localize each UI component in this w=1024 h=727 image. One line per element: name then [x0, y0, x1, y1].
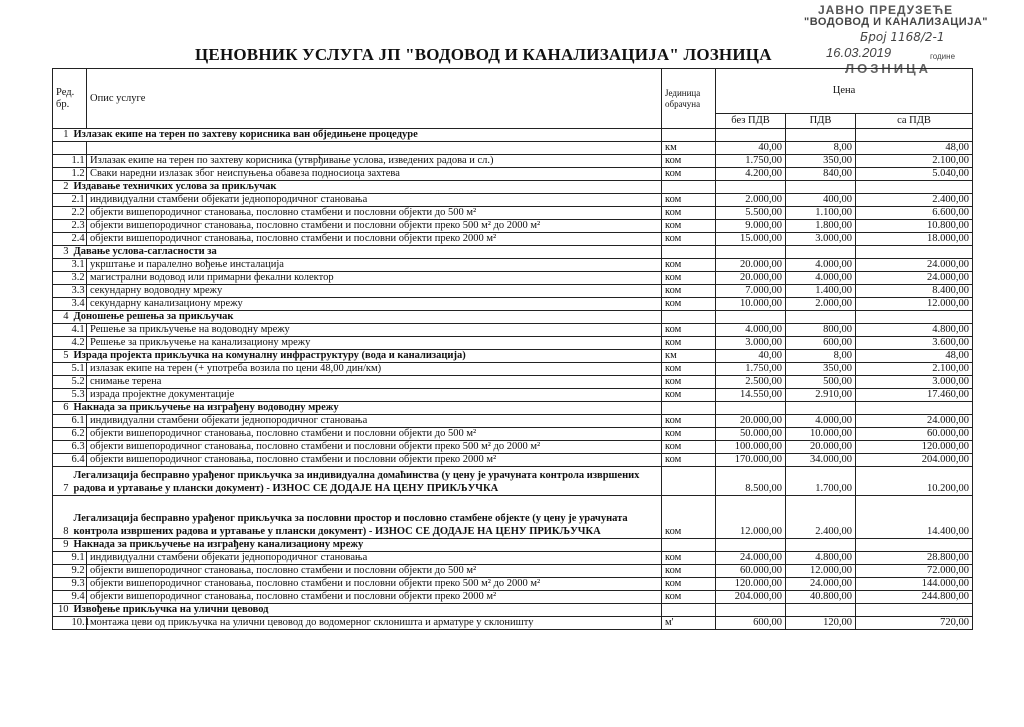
- price-no-vat: [716, 539, 786, 552]
- table-row: [53, 168, 973, 181]
- price-no-vat: 2.000,00: [716, 194, 786, 207]
- section-title: Легализација бесправно урађеног прикључка за пословни простор и пословно стамбене објекте (у цену је урачуната контрола извршених радова и уртавање у плански документ) - ИЗНОС СЕ ДОДАЈЕ НА ЦЕНУ ПРИКЉУЧКА: [71, 496, 662, 539]
- price-with-vat: 120.000,00: [856, 441, 973, 454]
- row-description: укрштање и паралелно вођење инсталација: [87, 259, 662, 272]
- section-title: Накнада за прикључење на изграђену канализациону мрежу: [71, 539, 662, 552]
- row-unit: ком: [662, 578, 716, 591]
- row-number: 3.1: [71, 259, 85, 270]
- price-vat: 120,00: [786, 617, 856, 630]
- table-row: [53, 441, 973, 454]
- price-vat: 2.400,00: [786, 496, 856, 539]
- row-unit: ком: [662, 428, 716, 441]
- price-vat: 24.000,00: [786, 578, 856, 591]
- price-no-vat: 170.000,00: [716, 454, 786, 467]
- row-spacer: [53, 363, 71, 376]
- section-number: 7: [53, 467, 71, 496]
- table-row: [53, 272, 973, 285]
- price-no-vat: 204.000,00: [716, 591, 786, 604]
- header-rb: Ред. бр.: [53, 69, 87, 129]
- section-number: 2: [53, 181, 71, 194]
- row-number: 5.1: [71, 363, 85, 374]
- row-unit: км: [662, 142, 716, 155]
- row-unit: ком: [662, 285, 716, 298]
- row-unit: ком: [662, 207, 716, 220]
- stamp-date-suffix: године: [930, 52, 956, 61]
- page-title: ЦЕНОВНИК УСЛУГА ЈП "ВОДОВОД И КАНАЛИЗАЦИЈА" ЛОЗНИЦА: [195, 45, 772, 64]
- table-row: [53, 363, 973, 376]
- row-spacer: [53, 337, 71, 350]
- price-with-vat: 2.100,00: [856, 363, 973, 376]
- section-row: [53, 604, 973, 617]
- price-no-vat: 60.000,00: [716, 565, 786, 578]
- row-unit: ком: [662, 552, 716, 565]
- price-with-vat: 17.460,00: [856, 389, 973, 402]
- section-title: Доношење решења за прикључак: [71, 311, 662, 324]
- table-row: [53, 155, 973, 168]
- table-row: [53, 617, 973, 630]
- price-no-vat: 1.750,00: [716, 155, 786, 168]
- row-unit: [662, 402, 716, 415]
- stamp-date: 16.03.2019: [826, 45, 892, 60]
- row-number: 2.1: [71, 194, 85, 205]
- section-number: 4: [53, 311, 71, 324]
- row-description: Излазак екипе на терен по захтеву корисника (утврђивање услова, изведених радова и сл.): [87, 155, 662, 168]
- section-title: Издавање техничких услова за прикључак: [71, 181, 662, 194]
- price-with-vat: 4.800,00: [856, 324, 973, 337]
- table-row: [53, 142, 973, 155]
- price-with-vat: 18.000,00: [856, 233, 973, 246]
- price-with-vat: 10.800,00: [856, 220, 973, 233]
- row-unit: [662, 246, 716, 259]
- price-with-vat: [856, 246, 973, 259]
- table-row: [53, 324, 973, 337]
- price-vat: 1.800,00: [786, 220, 856, 233]
- price-vat: 2.910,00: [786, 389, 856, 402]
- price-no-vat: 20.000,00: [716, 272, 786, 285]
- section-row: [53, 181, 973, 194]
- row-spacer: [53, 565, 71, 578]
- table-row: [53, 376, 973, 389]
- row-spacer: [53, 441, 71, 454]
- price-with-vat: [856, 129, 973, 142]
- row-unit: ком: [662, 496, 716, 539]
- row-unit: ком: [662, 272, 716, 285]
- row-spacer: [53, 207, 71, 220]
- section-row: [53, 539, 973, 552]
- price-vat: 350,00: [786, 155, 856, 168]
- price-no-vat: 14.550,00: [716, 389, 786, 402]
- price-no-vat: 20.000,00: [716, 259, 786, 272]
- stamp-line-2: "ВОДОВОД И КАНАЛИЗАЦИЈА": [804, 16, 988, 28]
- price-no-vat: 20.000,00: [716, 415, 786, 428]
- row-number: 1.1: [71, 155, 85, 166]
- stamp-line-1: ЈАВНО ПРЕДУЗЕЋЕ: [818, 3, 954, 17]
- table-row: [53, 591, 973, 604]
- price-vat: 400,00: [786, 194, 856, 207]
- row-number: 3.2: [71, 272, 85, 283]
- section-title: Излазак екипе на терен по захтеву корисника ван обједињене процедуре: [71, 129, 662, 142]
- price-vat: 20.000,00: [786, 441, 856, 454]
- section-number: 3: [53, 246, 71, 259]
- row-number: 5.2: [71, 376, 85, 387]
- price-with-vat: 720,00: [856, 617, 973, 630]
- row-unit: ком: [662, 168, 716, 181]
- row-description: Сваки наредни излазак због неиспуњења обавеза подносиоца захтева: [87, 168, 662, 181]
- price-vat: 8,00: [786, 350, 856, 363]
- row-spacer: [53, 428, 71, 441]
- row-spacer: [53, 155, 71, 168]
- row-unit: [662, 311, 716, 324]
- row-number: 10.1: [71, 617, 90, 628]
- row-unit: ком: [662, 454, 716, 467]
- row-number: 4.1: [71, 324, 85, 335]
- row-spacer: [53, 298, 71, 311]
- price-vat: 500,00: [786, 376, 856, 389]
- row-spacer: [53, 454, 71, 467]
- row-number: 2.2: [71, 207, 85, 218]
- row-unit: ком: [662, 220, 716, 233]
- row-unit: [662, 604, 716, 617]
- section-row: [53, 350, 973, 363]
- price-no-vat: 1.750,00: [716, 363, 786, 376]
- price-with-vat: [856, 181, 973, 194]
- price-with-vat: [856, 311, 973, 324]
- price-with-vat: 204.000,00: [856, 454, 973, 467]
- row-spacer: [53, 591, 71, 604]
- price-no-vat: 2.500,00: [716, 376, 786, 389]
- price-with-vat: 24.000,00: [856, 259, 973, 272]
- row-spacer: [53, 552, 71, 565]
- price-with-vat: 6.600,00: [856, 207, 973, 220]
- row-description: објекти вишепородичног становања, пословно стамбени и пословни објекти преко 2000 м²: [87, 454, 662, 467]
- price-with-vat: 2.100,00: [856, 155, 973, 168]
- header-price: Цена: [716, 69, 973, 114]
- row-description: објекти вишепородичног становања, пословно стамбени и пословни објекти преко 500 м² до 2000 м²: [87, 220, 662, 233]
- price-no-vat: 12.000,00: [716, 496, 786, 539]
- row-spacer: [53, 194, 71, 207]
- row-description: објекти вишепородичног становања, пословно стамбени и пословни објекти до 500 м²: [87, 565, 662, 578]
- price-vat: 4.000,00: [786, 272, 856, 285]
- row-description: индивидуални стамбени објекати једнопородичног становања: [87, 415, 662, 428]
- section-title: Израда пројекта прикључка на комуналну инфраструктуру (вода и канализација): [71, 350, 662, 363]
- row-unit: ком: [662, 415, 716, 428]
- row-description: објекти вишепородичног становања, пословно стамбени и пословни објекти преко 2000 м²: [87, 591, 662, 604]
- row-description: објекти вишепородичног становања, пословно стамбени и пословни објекти преко 2000 м²: [87, 233, 662, 246]
- row-unit: ком: [662, 376, 716, 389]
- price-no-vat: 8.500,00: [716, 467, 786, 496]
- stamp-city: ЛОЗНИЦА: [845, 61, 931, 76]
- table-row: [53, 454, 973, 467]
- table-row: [53, 233, 973, 246]
- row-description: монтажа цеви од прикључка на улични цевовод до водомерног склоништа и арматуре у склоништу: [87, 617, 662, 630]
- row-description: секундарну канализациону мрежу: [87, 298, 662, 311]
- row-description: снимање терена: [87, 376, 662, 389]
- row-spacer: [53, 376, 71, 389]
- row-spacer: [53, 272, 71, 285]
- row-description: објекти вишепородичног становања, пословно стамбени и пословни објекти до 500 м²: [87, 207, 662, 220]
- section-number: 10: [53, 604, 71, 617]
- table-row: [53, 298, 973, 311]
- row-number: 4.2: [71, 337, 85, 348]
- row-unit: ком: [662, 259, 716, 272]
- price-vat: 34.000,00: [786, 454, 856, 467]
- price-with-vat: 5.040,00: [856, 168, 973, 181]
- price-vat: 800,00: [786, 324, 856, 337]
- row-spacer: [53, 389, 71, 402]
- row-description: објекти вишепородичног становања, пословно стамбени и пословни објекти преко 500 м² до 2000 м²: [87, 441, 662, 454]
- row-number: 9.1: [71, 552, 85, 563]
- section-number: 5: [53, 350, 71, 363]
- row-number: 2.3: [71, 220, 85, 231]
- price-no-vat: 4.000,00: [716, 324, 786, 337]
- row-number: 6.3: [71, 441, 85, 452]
- row-description: индивидуални стамбени објекати једнопородичног становања: [87, 194, 662, 207]
- row-spacer: [53, 617, 71, 630]
- table-row: [53, 552, 973, 565]
- price-with-vat: [856, 402, 973, 415]
- row-unit: ком: [662, 591, 716, 604]
- row-unit: ком: [662, 155, 716, 168]
- price-vat: 350,00: [786, 363, 856, 376]
- row-description: објекти вишепородичног становања, пословно стамбени и пословни објекти до 500 м²: [87, 428, 662, 441]
- row-number: 2.4: [71, 233, 85, 244]
- row-number: 9.2: [71, 565, 85, 576]
- price-with-vat: 24.000,00: [856, 415, 973, 428]
- price-vat: 840,00: [786, 168, 856, 181]
- header-unit: Јединица обрачуна: [662, 69, 716, 129]
- row-description: израда пројектне документације: [87, 389, 662, 402]
- price-with-vat: 24.000,00: [856, 272, 973, 285]
- table-row: [53, 565, 973, 578]
- price-vat: 4.800,00: [786, 552, 856, 565]
- price-with-vat: [856, 539, 973, 552]
- price-vat: 1.100,00: [786, 207, 856, 220]
- row-spacer: [53, 415, 71, 428]
- price-with-vat: 72.000,00: [856, 565, 973, 578]
- price-vat: [786, 181, 856, 194]
- price-with-vat: 144.000,00: [856, 578, 973, 591]
- row-unit: ком: [662, 298, 716, 311]
- row-spacer: [53, 578, 71, 591]
- price-vat: 3.000,00: [786, 233, 856, 246]
- table-row: [53, 207, 973, 220]
- row-unit: [662, 539, 716, 552]
- section-title: Давање услова-сагласности за: [71, 246, 662, 259]
- row-description: индивидуални стамбени објекати једнопородичног становања: [87, 552, 662, 565]
- price-with-vat: 3.000,00: [856, 376, 973, 389]
- row-number: 3.4: [71, 298, 85, 309]
- row-number: 9.3: [71, 578, 85, 589]
- price-no-vat: [716, 129, 786, 142]
- table-row: [53, 389, 973, 402]
- row-description: магистрални водовод или примарни фекални колектор: [87, 272, 662, 285]
- header-no-vat: без ПДВ: [716, 114, 786, 129]
- price-vat: 12.000,00: [786, 565, 856, 578]
- row-number: 1.2: [71, 168, 85, 179]
- row-unit: ком: [662, 194, 716, 207]
- row-unit: ком: [662, 389, 716, 402]
- price-with-vat: 28.800,00: [856, 552, 973, 565]
- row-number: 6.1: [71, 415, 85, 426]
- price-vat: 4.000,00: [786, 415, 856, 428]
- price-no-vat: [716, 246, 786, 259]
- price-no-vat: [716, 311, 786, 324]
- section-row: [53, 311, 973, 324]
- row-unit: [662, 467, 716, 496]
- price-with-vat: 60.000,00: [856, 428, 973, 441]
- price-vat: 1.700,00: [786, 467, 856, 496]
- section-title: Извођење прикључка на улични цевовод: [71, 604, 662, 617]
- row-description: излазак екипе на терен (+ употреба возила по цени 48,00 дин/км): [87, 363, 662, 376]
- row-number: 9.4: [71, 591, 85, 602]
- stamp-number: Број 1168/2-1: [860, 30, 945, 44]
- table-row: [53, 194, 973, 207]
- price-vat: [786, 604, 856, 617]
- price-vat: [786, 246, 856, 259]
- price-no-vat: 40,00: [716, 350, 786, 363]
- row-spacer: [53, 142, 71, 155]
- row-number: [71, 142, 87, 155]
- price-with-vat: 244.800,00: [856, 591, 973, 604]
- row-number: 6.4: [71, 454, 85, 465]
- row-spacer: [53, 220, 71, 233]
- header-with-vat: са ПДВ: [856, 114, 973, 129]
- price-vat: 10.000,00: [786, 428, 856, 441]
- price-no-vat: 4.200,00: [716, 168, 786, 181]
- table-row: [53, 259, 973, 272]
- price-vat: 40.800,00: [786, 591, 856, 604]
- price-no-vat: 120.000,00: [716, 578, 786, 591]
- row-description: Решење за прикључење на водоводну мрежу: [87, 324, 662, 337]
- row-unit: ком: [662, 441, 716, 454]
- price-with-vat: 8.400,00: [856, 285, 973, 298]
- price-no-vat: 24.000,00: [716, 552, 786, 565]
- row-number: 3.3: [71, 285, 85, 296]
- price-with-vat: 48,00: [856, 142, 973, 155]
- table-row: [53, 285, 973, 298]
- section-row: [53, 496, 973, 539]
- section-row: [53, 129, 973, 142]
- price-vat: [786, 311, 856, 324]
- price-no-vat: [716, 181, 786, 194]
- price-with-vat: 2.400,00: [856, 194, 973, 207]
- section-number: 1: [53, 129, 71, 142]
- table-row: [53, 415, 973, 428]
- table-row: [53, 578, 973, 591]
- price-with-vat: 10.200,00: [856, 467, 973, 496]
- price-with-vat: 48,00: [856, 350, 973, 363]
- price-no-vat: 5.500,00: [716, 207, 786, 220]
- header-desc: Опис услуге: [87, 69, 662, 129]
- row-spacer: [53, 285, 71, 298]
- price-no-vat: 15.000,00: [716, 233, 786, 246]
- price-no-vat: 100.000,00: [716, 441, 786, 454]
- row-unit: ком: [662, 337, 716, 350]
- table-row: [53, 428, 973, 441]
- row-unit: ком: [662, 565, 716, 578]
- price-vat: 4.000,00: [786, 259, 856, 272]
- header-row-1: [53, 69, 973, 114]
- price-vat: [786, 539, 856, 552]
- price-with-vat: [856, 604, 973, 617]
- row-unit: [662, 181, 716, 194]
- row-spacer: [53, 168, 71, 181]
- table-row: [53, 220, 973, 233]
- price-with-vat: 14.400,00: [856, 496, 973, 539]
- header-vat: ПДВ: [786, 114, 856, 129]
- row-description: [87, 142, 662, 155]
- price-no-vat: [716, 402, 786, 415]
- section-number: 8: [53, 496, 71, 539]
- price-vat: [786, 129, 856, 142]
- price-with-vat: 3.600,00: [856, 337, 973, 350]
- price-vat: 600,00: [786, 337, 856, 350]
- row-unit: ком: [662, 324, 716, 337]
- row-description: секундарну водоводну мрежу: [87, 285, 662, 298]
- row-description: Решење за прикључење на канализациону мрежу: [87, 337, 662, 350]
- section-row: [53, 467, 973, 496]
- price-with-vat: 12.000,00: [856, 298, 973, 311]
- section-number: 9: [53, 539, 71, 552]
- section-row: [53, 246, 973, 259]
- price-no-vat: [716, 604, 786, 617]
- price-no-vat: 40,00: [716, 142, 786, 155]
- table-row: [53, 337, 973, 350]
- row-spacer: [53, 324, 71, 337]
- row-unit: м': [662, 617, 716, 630]
- price-table: [52, 68, 973, 630]
- row-spacer: [53, 233, 71, 246]
- price-vat: 2.000,00: [786, 298, 856, 311]
- section-number: 6: [53, 402, 71, 415]
- price-vat: 8,00: [786, 142, 856, 155]
- price-vat: [786, 402, 856, 415]
- section-row: [53, 402, 973, 415]
- row-number: 5.3: [71, 389, 85, 400]
- price-no-vat: 600,00: [716, 617, 786, 630]
- section-title: Накнада за прикључење на изграђену водоводну мрежу: [71, 402, 662, 415]
- row-spacer: [53, 259, 71, 272]
- row-description: објекти вишепородичног становања, пословно стамбени и пословни објекти преко 500 м² до 2000 м²: [87, 578, 662, 591]
- section-title: Легализација бесправно урађеног прикључка за индивидуална домаћинства (у цену је урачуната контрола извршених радова и уртавање у плански документ) - ИЗНОС СЕ ДОДАЈЕ НА ЦЕНУ ПРИКЉУЧКА: [71, 467, 662, 496]
- row-unit: [662, 129, 716, 142]
- row-unit: км: [662, 350, 716, 363]
- price-no-vat: 9.000,00: [716, 220, 786, 233]
- price-no-vat: 50.000,00: [716, 428, 786, 441]
- row-unit: ком: [662, 233, 716, 246]
- price-no-vat: 10.000,00: [716, 298, 786, 311]
- price-no-vat: 7.000,00: [716, 285, 786, 298]
- price-vat: 1.400,00: [786, 285, 856, 298]
- row-number: 6.2: [71, 428, 85, 439]
- row-unit: ком: [662, 363, 716, 376]
- price-no-vat: 3.000,00: [716, 337, 786, 350]
